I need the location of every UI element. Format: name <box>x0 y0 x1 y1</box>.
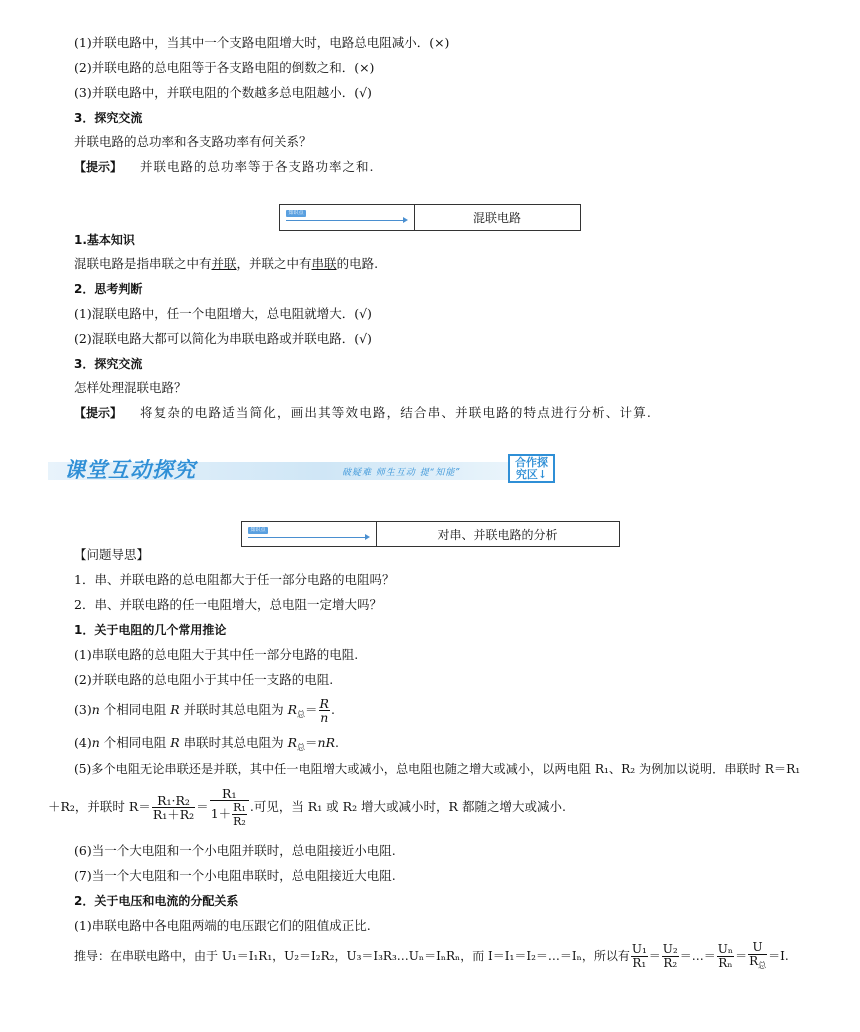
fraction: $\frac{\text{U₂}}{\text{R₂}}$ <box>662 942 678 970</box>
knowledge-point-box <box>279 204 581 231</box>
knowledge-point-title: 对串、并联电路的分析 <box>437 527 558 542</box>
section-heading-discussion: 3．探究交流 <box>74 357 143 371</box>
judgment-1: (1)并联电路中，当其中一个支路电阻增大时，电路总电阻减小．(×) <box>74 35 450 50</box>
knowledge-point-label-area <box>242 522 377 546</box>
banner-title: 课堂互动探究 <box>64 457 196 482</box>
inference-3: (3)n 个相同电阻 R 并联时其总电阻为 $R_总=$ $\frac{R}{n}$ . <box>74 696 335 725</box>
banner-subtitle: 破疑难 师生互动 提“知能” <box>342 468 461 478</box>
fraction: $\frac{U}{R_总}$ <box>749 940 767 970</box>
definition-text: 混联电路是指串联之中有并联，并联之中有串联的电路. <box>74 256 379 271</box>
arrow-right-icon <box>286 220 404 221</box>
section-heading-discussion: 3．探究交流 <box>74 111 143 125</box>
judgment-2: (2)并联电路的总电阻等于各支路电阻的倒数之和．(×) <box>74 60 375 75</box>
arrow-right-icon <box>248 537 366 538</box>
hint-line <box>74 405 652 421</box>
guide-heading: 【问题导思】 <box>74 547 150 562</box>
inference-4: (4)n 个相同电阻 R 串联时其总电阻为 $R_总=nR$. <box>74 735 339 752</box>
fraction: $\frac{\text{R₁·R₂}}{\text{R₁＋R₂}}$ <box>152 793 195 822</box>
fraction: R₁ 1＋ $\frac{\text{R₁}}{\text{R₂}}$ <box>210 787 249 828</box>
section-heading-basics: 1.基本知识 <box>74 233 135 247</box>
inference-2: (2)并联电路的总电阻小于其中任一支路的电阻. <box>74 672 334 687</box>
knowledge-point-box <box>241 521 620 547</box>
discussion-question: 怎样处理混联电路？ <box>74 380 187 395</box>
inference-6: (6)当一个大电阻和一个小电阻并联时，总电阻接近小电阻. <box>74 843 396 858</box>
hint-text: 将复杂的电路适当简化，画出其等效电路，结合串、并联电路的特点进行分析、计算. <box>140 405 653 420</box>
fraction: $\frac{\text{U₁}}{\text{R₁}}$ <box>631 942 647 970</box>
section-heading-distribution: 2．关于电压和电流的分配关系 <box>74 894 239 908</box>
guide-question-1: 1．串、并联电路的总电阻都大于任一部分电路的电阻吗？ <box>74 572 395 587</box>
distribution-rule-1: (1)串联电路中各电阻两端的电压跟它们的阻值成正比. <box>74 918 371 933</box>
judgment-3: (3)并联电路中，并联电阻的个数越多总电阻越小．(√) <box>74 85 372 100</box>
section-heading-resistance: 1．关于电阻的几个常用推论 <box>74 623 227 637</box>
guide-question-2: 2．串、并联电路的任一电阻增大，总电阻一定增大吗？ <box>74 597 382 612</box>
judgment-2: (2)混联电路大都可以简化为串联电路或并联电路．(√) <box>74 331 372 346</box>
fraction: $\frac{\text{Uₙ}}{\text{Rₙ}}$ <box>717 942 734 970</box>
hint-line <box>74 159 374 175</box>
knowledge-point-tag: 知识点 <box>248 527 268 534</box>
judgment-1: (1)混联电路中，任一个电阻增大，总电阻就增大．(√) <box>74 306 372 321</box>
derivation-line: 推导：在串联电路中，由于 U₁＝I₁R₁，U₂＝I₂R₂，U₃＝I₃R₃…Uₙ＝IₙRₙ，而 I＝I₁＝I₂＝…＝Iₙ，所以有 $\frac{\text{U₁}}{\text{R₁}}$ ＝ $\frac{\text{U₂}}{\text{R₂}}$ ＝…＝ $\frac{\text{Uₙ}}{\text{Rₙ}}$ ＝ $\frac{U}{R_总}$ ＝I. <box>74 940 789 970</box>
hint-label: 【提示】 <box>74 406 123 420</box>
section-heading-judgment: 2．思考判断 <box>74 282 143 296</box>
hint-text: 并联电路的总功率等于各支路功率之和. <box>140 159 375 174</box>
inference-5-line2: ＋R₂，并联时 R＝ $\frac{\text{R₁·R₂}}{\text{R₁＋R₂}}$ ＝ R₁ 1＋ $\frac{\text{R₁}}{\text{R₂}}$ .可见，当 R₁ 或 R₂ 增大或减小时，R 都随之增大或减小. <box>48 786 566 828</box>
hint-label: 【提示】 <box>74 160 123 174</box>
section-banner <box>48 452 558 486</box>
inference-1: (1)串联电路的总电阻大于其中任一部分电路的电阻. <box>74 647 359 662</box>
fraction: $\frac{R}{n}$ <box>319 696 329 725</box>
inference-5-line1: (5)多个电阻无论串联还是并联，其中任一电阻增大或减小，总电阻也随之增大或减小，以两电阻 R₁、R₂ 为例加以说明．串联时 R＝R₁ <box>74 762 801 776</box>
knowledge-point-title: 混联电路 <box>472 211 521 225</box>
knowledge-point-tag: 知识点 <box>286 210 306 217</box>
knowledge-point-label-area <box>280 205 415 230</box>
inference-7: (7)当一个大电阻和一个小电阻串联时，总电阻接近大电阻. <box>74 868 396 883</box>
discussion-question: 并联电路的总功率和各支路功率有何关系？ <box>74 134 312 149</box>
cooperation-badge: 合作探 究区↓ <box>508 454 555 483</box>
